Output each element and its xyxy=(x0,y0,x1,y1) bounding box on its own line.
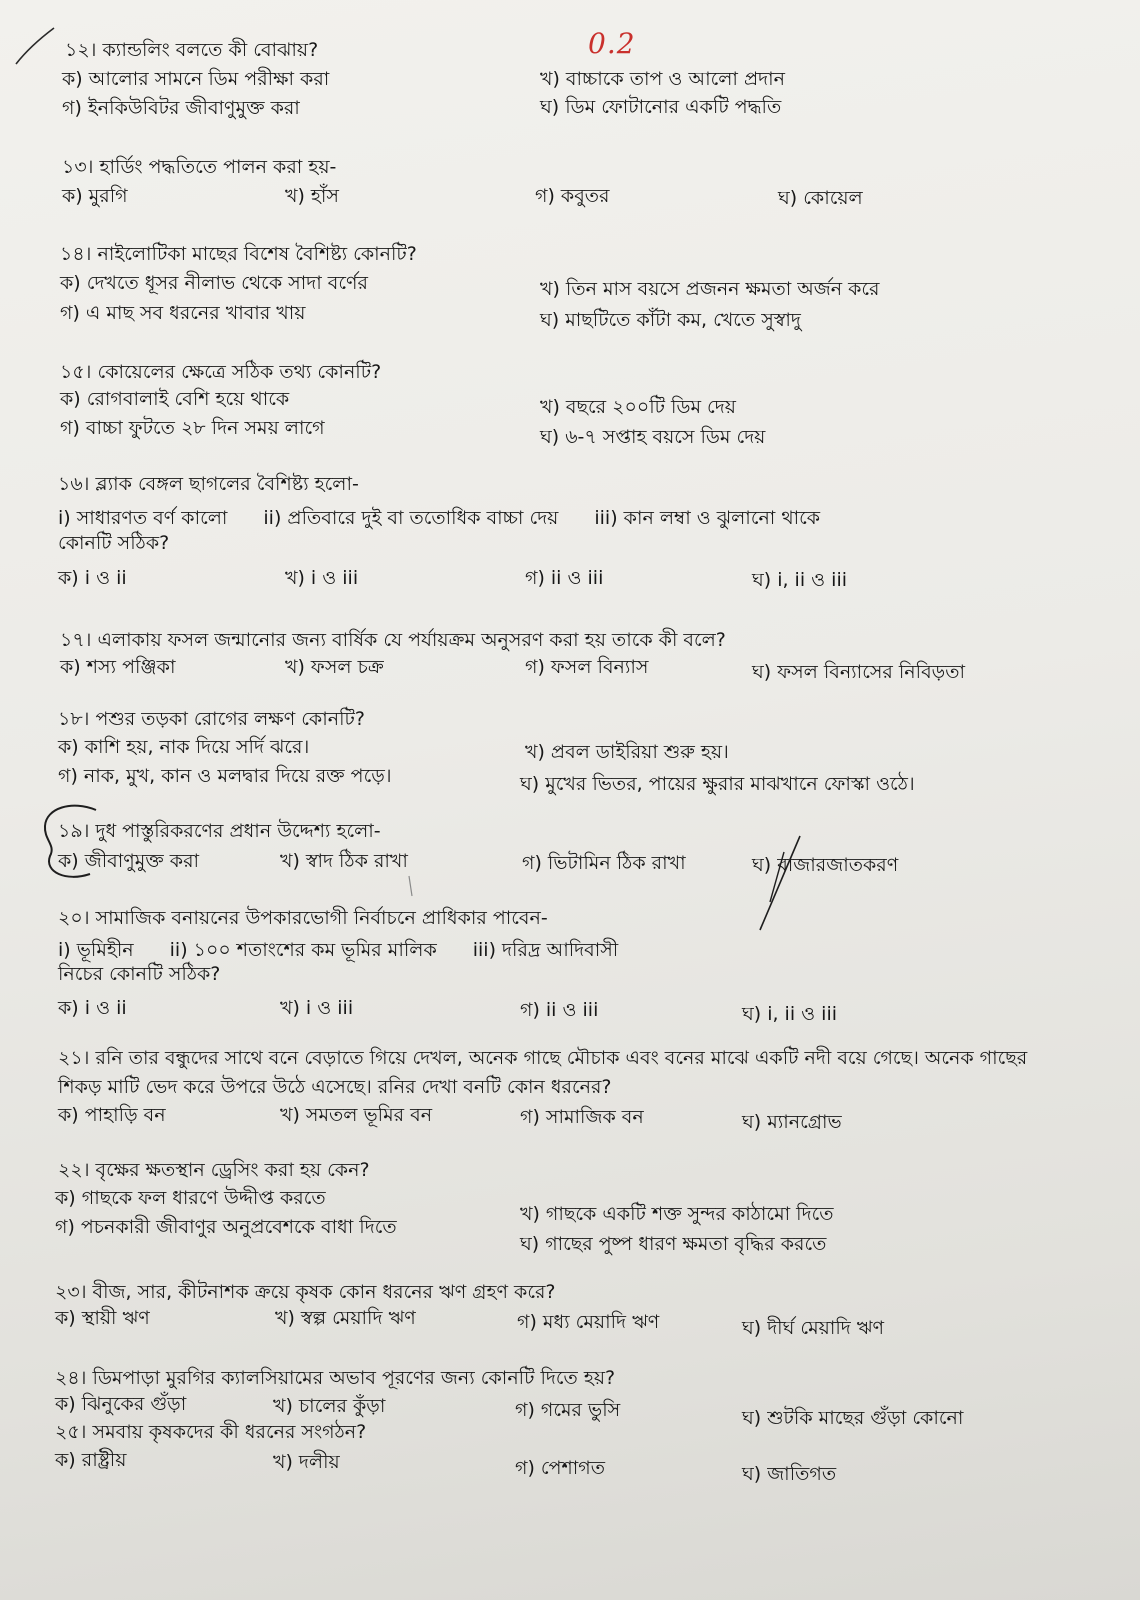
question-title: ২৩। বীজ, সার, কীটনাশক ক্রয়ে কৃষক কোন ধরনের ঋণ গ্রহণ করে? xyxy=(55,1281,556,1303)
option-ka: ক) রাষ্ট্রীয় xyxy=(55,1449,127,1471)
statement-i: i) সাধারণত বর্ণ কালো xyxy=(58,507,228,529)
option-ga: গ) কবুতর xyxy=(535,185,610,207)
statement-iii: iii) দরিদ্র আদিবাসী xyxy=(472,939,619,961)
option-ga: গ) পেশাগত xyxy=(515,1457,605,1479)
option-ga: গ) এ মাছ সব ধরনের খাবার খায় xyxy=(60,302,306,324)
option-gha: ঘ) কোয়েল xyxy=(778,187,863,209)
option-kha: খ) গাছকে একটি শক্ত সুন্দর কাঠামো দিতে xyxy=(520,1203,834,1225)
option-kha: খ) স্বল্প মেয়াদি ঋণ xyxy=(275,1307,416,1329)
option-ga: গ) মধ্য মেয়াদি ঋণ xyxy=(517,1311,660,1333)
option-ga: গ) ii ও iii xyxy=(525,567,604,589)
option-gha: ঘ) ফসল বিন্যাসের নিবিড়তা xyxy=(752,661,965,683)
option-gha: ঘ) গাছের পুষ্প ধারণ ক্ষমতা বৃদ্ধির করতে xyxy=(520,1233,827,1255)
option-gha: ঘ) শুটকি মাছের গুঁড়া কোনো xyxy=(742,1407,964,1429)
statement-i: i) ভূমিহীন xyxy=(58,939,134,961)
option-ka: ক) মুরগি xyxy=(62,185,128,207)
option-ka: ক) শস্য পঞ্জিকা xyxy=(60,656,176,678)
option-ka: ক) কাশি হয়, নাক দিয়ে সর্দি ঝরে। xyxy=(58,736,310,758)
question-title: ২২। বৃক্ষের ক্ষতস্থান ড্রেসিং করা হয় কেন? xyxy=(58,1159,370,1181)
pen-stroke-faint xyxy=(409,876,412,896)
statement-list xyxy=(58,506,820,530)
question-title: ১৭। এলাকায় ফসল জন্মানোর জন্য বার্ষিক যে পর্যায়ক্রম অনুসরণ করা হয় তাকে কী বলে? xyxy=(60,629,726,651)
option-gha: ঘ) জাতিগত xyxy=(742,1463,837,1485)
option-ka: ক) পাহাড়ি বন xyxy=(58,1104,166,1126)
option-ga: গ) সামাজিক বন xyxy=(520,1106,644,1128)
option-kha: খ) হাঁস xyxy=(285,185,339,207)
statement-ii: ii) ১০০ শতাংশের কম ভূমির মালিক xyxy=(169,939,437,961)
option-ga: গ) ভিটামিন ঠিক রাখা xyxy=(522,852,686,874)
question-title: ১৩। হার্ডিং পদ্ধতিতে পালন করা হয়- xyxy=(62,156,337,178)
statement-ii: ii) প্রতিবারে দুই বা ততোধিক বাচ্চা দেয় xyxy=(263,507,559,529)
question-prompt: কোনটি সঠিক? xyxy=(58,532,170,554)
option-kha: খ) স্বাদ ঠিক রাখা xyxy=(280,850,408,872)
option-kha: খ) বছরে ২০০টি ডিম দেয় xyxy=(540,396,736,418)
option-gha: ঘ) ম্যানগ্রোভ xyxy=(742,1111,842,1133)
question-title: ১৮। পশুর তড়কা রোগের লক্ষণ কোনটি? xyxy=(58,708,365,730)
option-ka: ক) i ও ii xyxy=(58,997,127,1019)
statement-list xyxy=(58,938,618,962)
option-ga: গ) ইনকিউবিটর জীবাণুমুক্ত করা xyxy=(62,97,300,119)
option-gha: ঘ) বাজারজাতকরণ xyxy=(752,854,899,876)
option-ga: গ) পচনকারী জীবাণুর অনুপ্রবেশকে বাধা দিতে xyxy=(55,1216,397,1238)
question-title: ২০। সামাজিক বনায়নের উপকারভোগী নির্বাচনে প্রাধিকার পাবেন- xyxy=(58,907,548,929)
question-title: ১৫। কোয়েলের ক্ষেত্রে সঠিক তথ্য কোনটি? xyxy=(60,361,382,383)
option-ka: ক) স্থায়ী ঋণ xyxy=(55,1307,150,1329)
option-kha: খ) সমতল ভূমির বন xyxy=(280,1104,433,1126)
pen-stroke-q19-a xyxy=(760,836,800,930)
option-ga: গ) ii ও iii xyxy=(520,999,599,1021)
question-title: ২১। রনি তার বন্ধুদের সাথে বনে বেড়াতে গিয়ে দেখল, অনেক গাছে মৌচাক এবং বনের মাঝে একটি নদী বয়ে গেছে। অনেক গাছের শিকড় মাটি ভেদ করে উপরে উঠে এসেছে। রনির দেখা বনটি কোন ধরনের? xyxy=(58,1047,1028,1098)
option-ka: ক) আলোর সামনে ডিম পরীক্ষা করা xyxy=(62,68,330,90)
question-title: ১৪। নাইলোটিকা মাছের বিশেষ বৈশিষ্ট্য কোনটি? xyxy=(60,243,417,265)
question-title: ১২। ক্যান্ডলিং বলতে কী বোঝায়? xyxy=(65,39,319,61)
question-title: ১৬। ব্ল্যাক বেঙ্গল ছাগলের বৈশিষ্ট্য হলো- xyxy=(58,473,359,495)
option-kha: খ) i ও iii xyxy=(280,997,354,1019)
handwritten-score: 0.2 xyxy=(588,27,636,60)
option-gha: ঘ) i, ii ও iii xyxy=(752,569,848,591)
statement-iii: iii) কান লম্বা ও ঝুলানো থাকে xyxy=(594,507,821,529)
pen-stroke-top-left xyxy=(16,28,54,64)
option-kha: খ) দলীয় xyxy=(273,1451,340,1473)
option-gha: ঘ) মাছটিতে কাঁটা কম, খেতে সুস্বাদু xyxy=(540,309,801,331)
option-ka: ক) ঝিনুকের গুঁড়া xyxy=(55,1393,187,1415)
question-title: ২৪। ডিমপাড়া মুরগির ক্যালসিয়ামের অভাব পূরণের জন্য কোনটি দিতে হয়? xyxy=(55,1367,616,1389)
option-kha: খ) তিন মাস বয়সে প্রজনন ক্ষমতা অর্জন করে xyxy=(540,278,880,300)
option-ka: ক) জীবাণুমুক্ত করা xyxy=(58,850,200,872)
option-gha: ঘ) ডিম ফোটানোর একটি পদ্ধতি xyxy=(540,96,782,118)
option-ka: ক) গাছকে ফল ধারণে উদ্দীপ্ত করতে xyxy=(55,1187,326,1209)
option-ga: গ) নাক, মুখ, কান ও মলদ্বার দিয়ে রক্ত পড়ে। xyxy=(58,765,392,787)
option-gha: ঘ) ৬-৭ সপ্তাহ বয়সে ডিম দেয় xyxy=(540,426,766,448)
option-ga: গ) গমের ভুসি xyxy=(515,1399,621,1421)
option-kha: খ) বাচ্চাকে তাপ ও আলো প্রদান xyxy=(540,68,785,90)
option-gha: ঘ) মুখের ভিতর, পায়ের ক্ষুরার মাঝখানে ফোস্কা ওঠে। xyxy=(520,773,915,795)
question-title: ১৯। দুধ পাস্তুরিকরণের প্রধান উদ্দেশ্য হলো- xyxy=(58,820,381,842)
option-kha: খ) i ও iii xyxy=(285,567,359,589)
option-ga: গ) বাচ্চা ফুটতে ২৮ দিন সময় লাগে xyxy=(60,417,325,439)
question-prompt: নিচের কোনটি সঠিক? xyxy=(58,963,221,985)
option-ka: ক) রোগবালাই বেশি হয়ে থাকে xyxy=(60,388,290,410)
option-gha: ঘ) দীর্ঘ মেয়াদি ঋণ xyxy=(742,1317,885,1339)
question-title: ২৫। সমবায় কৃষকদের কী ধরনের সংগঠন? xyxy=(55,1421,367,1443)
option-ka: ক) i ও ii xyxy=(58,567,127,589)
option-ga: গ) ফসল বিন্যাস xyxy=(525,656,649,678)
option-ka: ক) দেখতে ধূসর নীলাভ থেকে সাদা বর্ণের xyxy=(60,272,368,294)
option-kha: খ) প্রবল ডাইরিয়া শুরু হয়। xyxy=(525,741,729,763)
option-gha: ঘ) i, ii ও iii xyxy=(742,1003,838,1025)
option-kha: খ) চালের কুঁড়া xyxy=(273,1395,386,1417)
option-kha: খ) ফসল চক্র xyxy=(285,656,384,678)
